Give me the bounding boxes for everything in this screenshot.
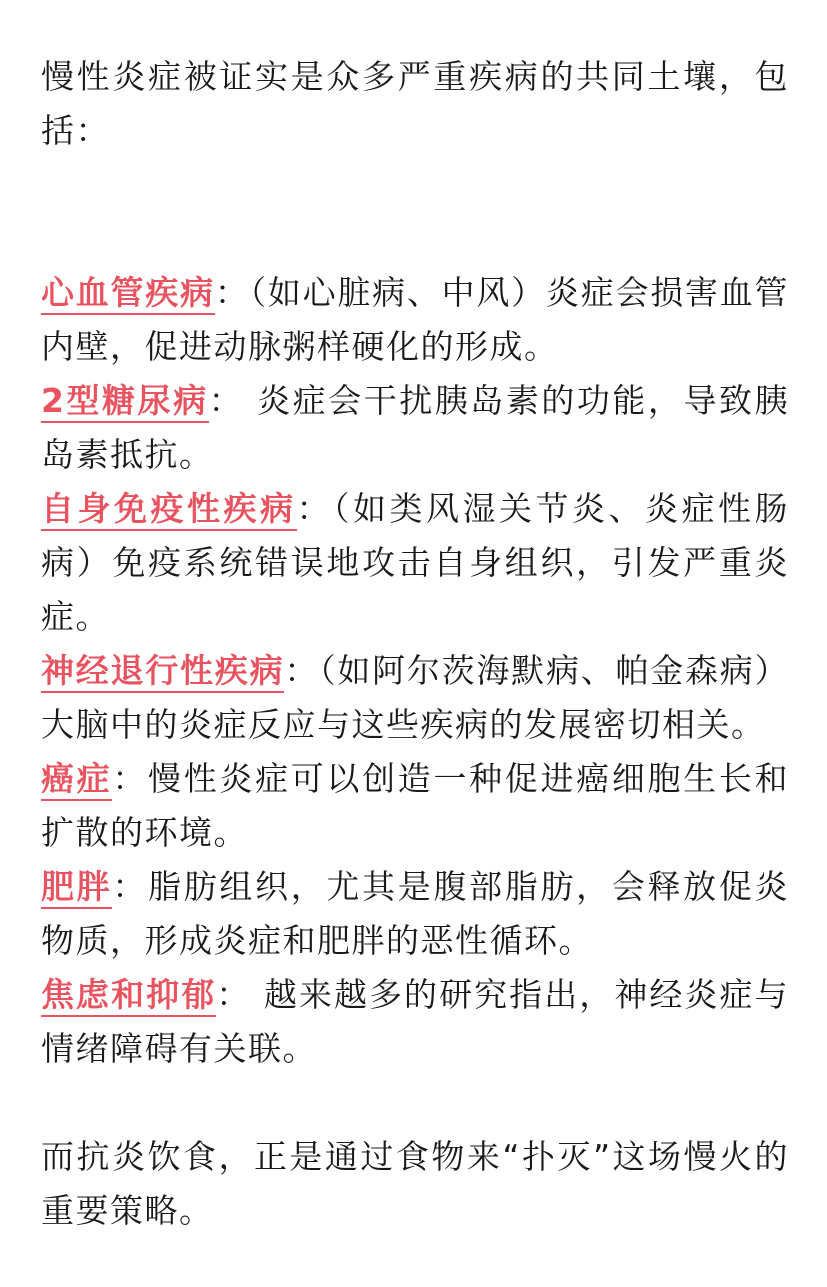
disease-item: [41, 968, 789, 1076]
disease-item: [41, 752, 789, 860]
disease-description: 炎症会干扰胰岛素的功能，导致胰岛素抵抗。: [41, 381, 789, 474]
term-colon: ：: [208, 381, 245, 420]
intro-paragraph: 慢性炎症被证实是众多严重疾病的共同土壤，包括：: [41, 57, 789, 150]
disease-description: 慢性炎症可以创造一种促进癌细胞生长和扩散的环境。: [41, 759, 790, 852]
spacer: [41, 158, 789, 266]
disease-item: [41, 374, 789, 482]
spacer: [41, 1076, 789, 1130]
term-colon: ：: [112, 867, 149, 906]
disease-term: 肥胖: [41, 867, 112, 909]
article-body: [41, 50, 789, 1238]
disease-term: 自身免疫性疾病: [41, 489, 297, 531]
disease-term: 2型糖尿病: [41, 381, 209, 423]
disease-description: （如类风湿关节炎、炎症性肠病）免疫系统错误地攻击自身组织，引发严重炎症。: [41, 489, 789, 636]
disease-description: 越来越多的研究指出，神经炎症与情绪障碍有关联。: [41, 975, 790, 1068]
disease-term: 心血管疾病: [41, 273, 215, 315]
disease-list: [41, 266, 789, 1076]
disease-term: 焦虑和抑郁: [41, 975, 216, 1017]
disease-item: [41, 266, 789, 374]
term-colon: ：: [216, 975, 252, 1014]
term-colon: ：: [284, 651, 320, 690]
term-colon: ：: [214, 273, 250, 312]
term-colon: ：: [112, 759, 149, 798]
disease-description: 脂肪组织，尤其是腹部脂肪，会释放促炎物质，形成炎症和肥胖的恶性循环。: [41, 867, 790, 960]
disease-item: [41, 644, 789, 752]
disease-description: （如阿尔茨海默病、帕金森病）大脑中的炎症反应与这些疾病的发展密切相关。: [41, 651, 790, 744]
disease-term: 神经退行性疾病: [41, 651, 284, 693]
disease-item: [41, 860, 789, 968]
disease-description: （如心脏病、中风）炎症会损害血管内壁，促进动脉粥样硬化的形成。: [41, 273, 790, 366]
disease-term: 癌症: [41, 759, 112, 801]
conclusion-paragraph: 而抗炎饮食，正是通过食物来“扑灭”这场慢火的重要策略。: [41, 1137, 789, 1230]
disease-item: [41, 482, 789, 644]
term-colon: ：: [296, 489, 333, 528]
